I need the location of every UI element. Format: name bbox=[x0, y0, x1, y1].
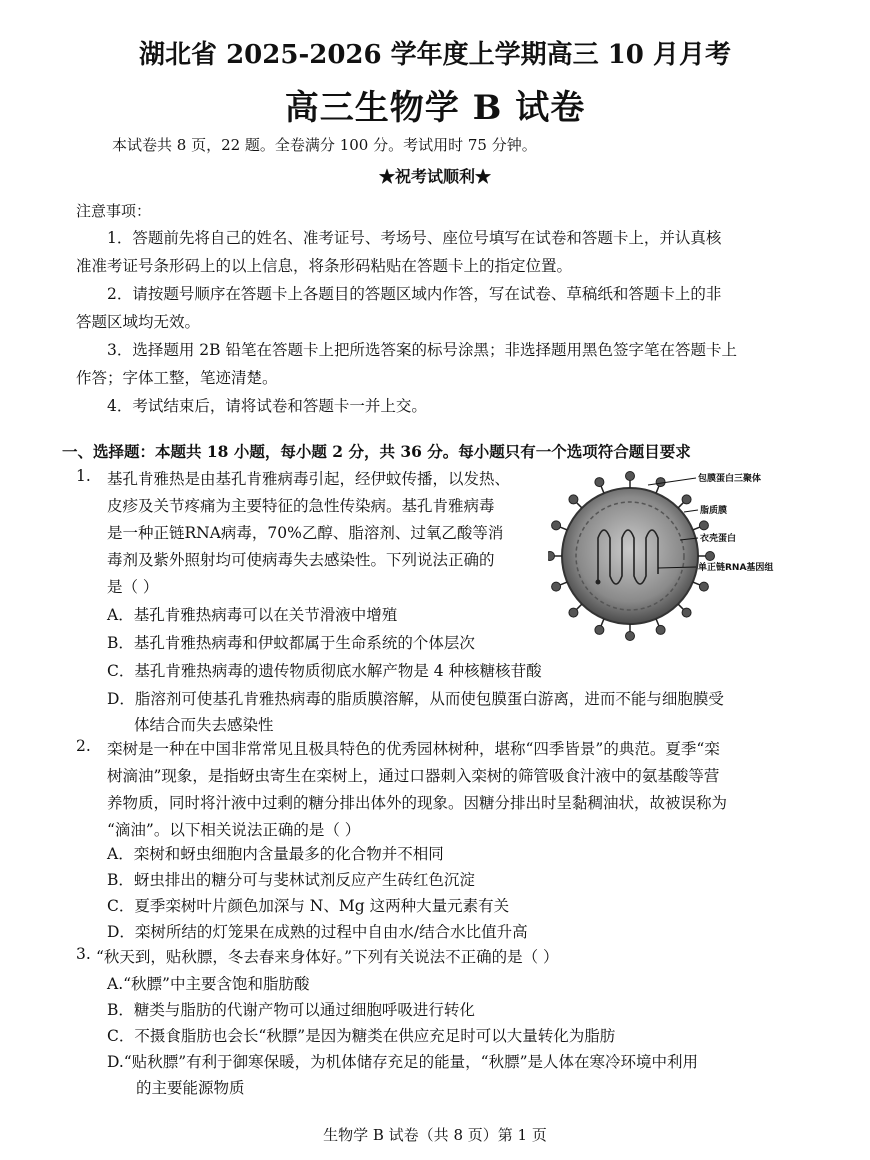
notes-line: 2．请按题号顺序在答题卡上各题目的答题区域内作答，写在试卷、草稿纸和答题卡上的非 bbox=[107, 285, 722, 303]
good-luck-banner: ★祝考试顺利★ bbox=[378, 167, 491, 186]
question-stem-line: 树滴油”现象，是指蚜虫寄生在栾树上，通过口器刺入栾树的筛管吸食汁液中的氨基酸等营 bbox=[107, 767, 720, 785]
answer-option: C．不摄食脂肪也会长“秋膘”是因为糖类在供应充足时可以大量转化为脂肪 bbox=[107, 1027, 616, 1045]
envelope-spike-head bbox=[682, 608, 691, 617]
answer-option: B．基孔肯雅热病毒和伊蚊都属于生命系统的个体层次 bbox=[107, 634, 475, 652]
question-stem-line: 养物质，同时将汁液中过剩的糖分排出体外的现象。因糖分排出时呈黏稠油状，故被误称为 bbox=[107, 794, 728, 812]
envelope-spike-head bbox=[595, 625, 604, 634]
answer-option: B．糖类与脂肪的代谢产物可以通过细胞呼吸进行转化 bbox=[107, 1001, 475, 1019]
notes-line: 4．考试结束后，请将试卷和答题卡一并上交。 bbox=[107, 397, 427, 415]
figure-label: 单正链RNA基因组 bbox=[698, 563, 774, 573]
virus-diagram bbox=[548, 466, 788, 646]
notes-line: 作答；字体工整，笔迹清楚。 bbox=[76, 369, 278, 387]
page-footer: 生物学 B 试卷（共 8 页）第 1 页 bbox=[323, 1126, 547, 1144]
question-stem-line: 毒剂及紫外照射均可使病毒失去感染性。下列说法正确的 bbox=[107, 551, 495, 569]
answer-option: C．夏季栾树叶片颜色加深与 N、Mg 这两种大量元素有关 bbox=[107, 897, 510, 915]
answer-option: D．栾树所结的灯笼果在成熟的过程中自由水/结合水比值升高 bbox=[107, 923, 528, 941]
answer-option: C．基孔肯雅热病毒的遗传物质彻底水解产物是 4 种核糖核苷酸 bbox=[107, 662, 542, 680]
answer-option: A．栾树和蚜虫细胞内含量最多的化合物并不相同 bbox=[107, 845, 444, 863]
answer-option: D．脂溶剂可使基孔肯雅热病毒的脂质膜溶解，从而使包膜蛋白游离，进而不能与细胞膜受 bbox=[107, 690, 724, 708]
figure-label: 衣壳蛋白 bbox=[700, 534, 737, 544]
question-stem-line: “滴油”。以下相关说法正确的是（ ） bbox=[107, 821, 361, 839]
question-number: 2. bbox=[76, 737, 91, 755]
envelope-spike-head bbox=[552, 582, 561, 591]
answer-option: A.“秋膘”中主要含饱和脂肪酸 bbox=[107, 975, 310, 993]
envelope-spike-head bbox=[706, 552, 715, 561]
question-stem-line: “秋天到，贴秋膘，冬去春来身体好。”下列有关说法不正确的是（ ） bbox=[96, 948, 559, 966]
answer-option-continuation: 的主要能源物质 bbox=[136, 1079, 245, 1097]
answer-option: B．蚜虫排出的糖分可与斐林试剂反应产生砖红色沉淀 bbox=[107, 871, 475, 889]
envelope-spike-head bbox=[699, 521, 708, 530]
envelope-spike-head bbox=[595, 478, 604, 487]
envelope-spike-head bbox=[569, 495, 578, 504]
question-stem-line: 基孔肯雅热是由基孔肯雅病毒引起，经伊蚊传播，以发热、 bbox=[107, 470, 511, 488]
question-stem-line: 是一种正链RNA病毒，70%乙醇、脂溶剂、过氧乙酸等消 bbox=[107, 524, 504, 542]
question-stem-line: 皮疹及关节疼痛为主要特征的急性传染病。基孔肯雅病毒 bbox=[107, 497, 495, 515]
question-number: 1. bbox=[76, 467, 91, 485]
envelope-spike-head bbox=[656, 478, 665, 487]
exam-subtitle: 高三生物学 B 试卷 bbox=[284, 88, 586, 128]
lipid-membrane-shape bbox=[562, 488, 698, 624]
envelope-spike-head bbox=[626, 632, 635, 641]
envelope-spike-head bbox=[548, 552, 555, 561]
notes-line: 答题区域均无效。 bbox=[76, 313, 201, 331]
envelope-spike-head bbox=[569, 608, 578, 617]
figure-label: 包膜蛋白三聚体 bbox=[698, 474, 762, 484]
notes-line: 3．选择题用 2B 铅笔在答题卡上把所选答案的标号涂黑；非选择题用黑色签字笔在答题卡上 bbox=[107, 341, 737, 359]
notes-heading: 注意事项： bbox=[76, 202, 152, 220]
answer-option-continuation: 体结合而失去感染性 bbox=[134, 716, 274, 734]
envelope-spike-head bbox=[552, 521, 561, 530]
notes-line: 1．答题前先将自己的姓名、准考证号、考场号、座位号填写在试卷和答题卡上，并认真核 bbox=[107, 229, 722, 247]
figure-label: 脂质膜 bbox=[700, 506, 728, 516]
exam-title: 湖北省 2025-2026 学年度上学期高三 10 月月考 bbox=[139, 40, 731, 70]
answer-option: D.“贴秋膘”有利于御寒保暖，为机体储存充足的能量，“秋膘”是人体在寒冷环境中利用 bbox=[107, 1053, 699, 1071]
question-stem-line: 栾树是一种在中国非常常见且极具特色的优秀园林树种，堪称“四季皆景”的典范。夏季“栾 bbox=[107, 740, 720, 758]
exam-info: 本试卷共 8 页，22 题。全卷满分 100 分。考试用时 75 分钟。 bbox=[112, 136, 537, 154]
notes-line: 准准考证号条形码上的以上信息，将条形码粘贴在答题卡上的指定位置。 bbox=[76, 257, 573, 275]
envelope-spike-head bbox=[682, 495, 691, 504]
question-stem-line: 是（ ） bbox=[107, 578, 159, 596]
envelope-spike-head bbox=[656, 625, 665, 634]
section-heading: 一、选择题：本题共 18 小题，每小题 2 分，共 36 分。每小题只有一个选项符合题目要求 bbox=[62, 442, 691, 461]
envelope-spike-head bbox=[626, 472, 635, 481]
question-number: 3. bbox=[76, 945, 91, 963]
answer-option: A．基孔肯雅热病毒可以在关节滑液中增殖 bbox=[107, 606, 398, 624]
envelope-spike-head bbox=[699, 582, 708, 591]
